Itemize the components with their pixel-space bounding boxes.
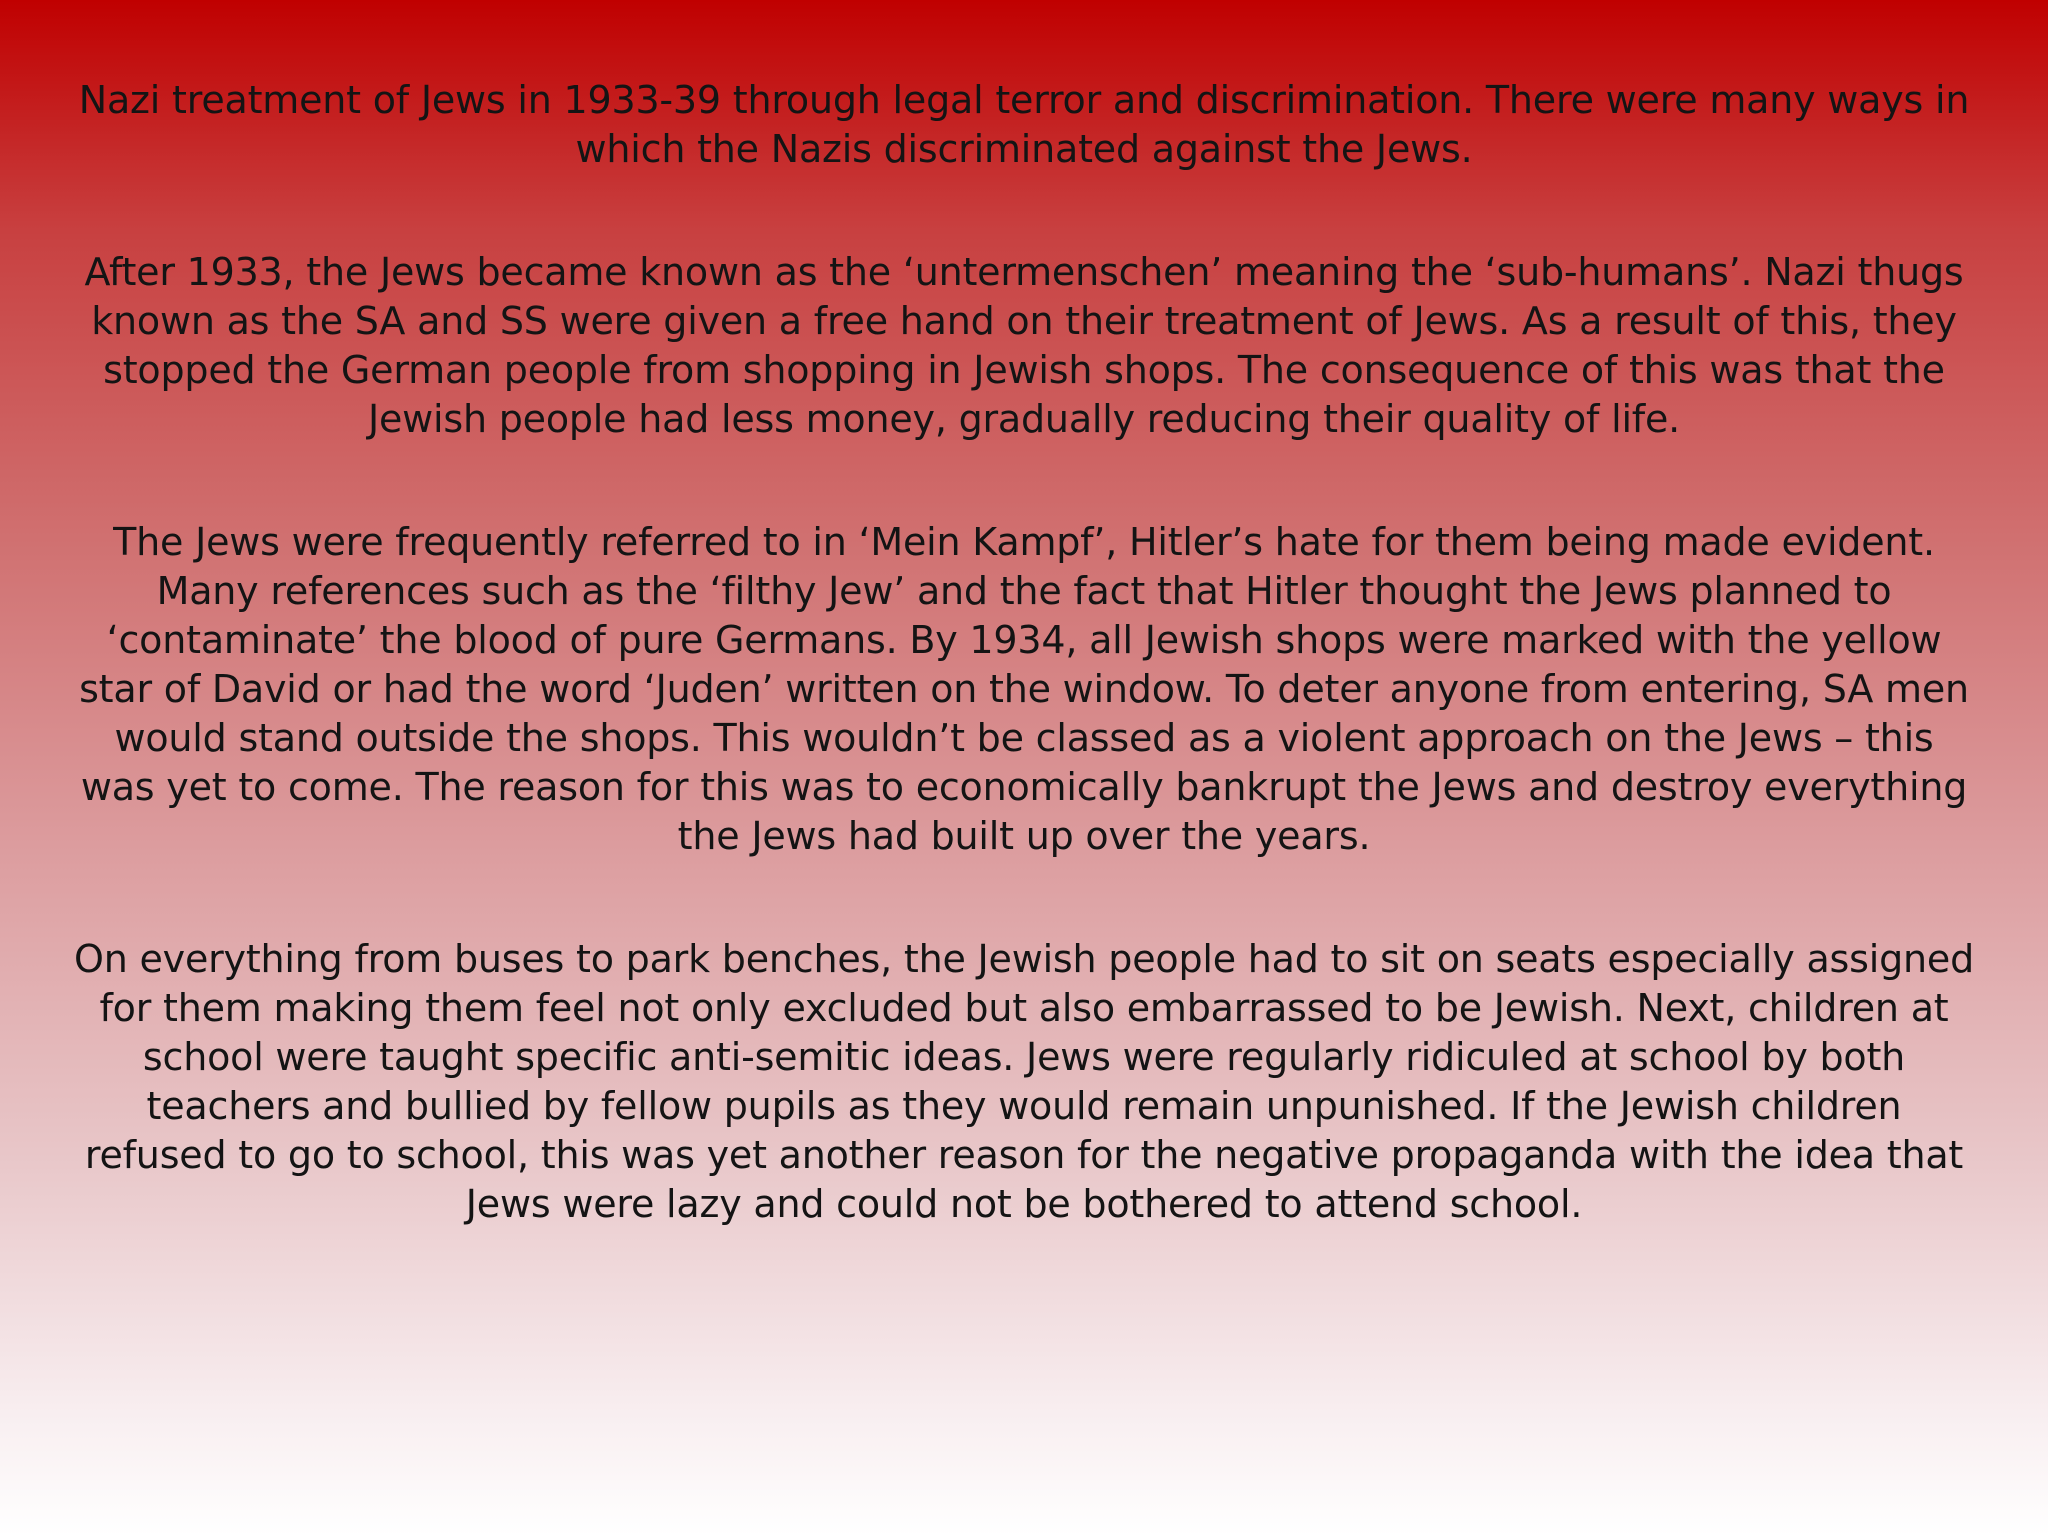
paragraph-mein-kampf: The Jews were frequently referred to in ‘Mein Kampf’, Hitler’s hate for them being made evident. Many references such as the ‘filthy Jew’ and the fact that Hitler thought the Jews planned to ‘contaminate’ the blood of pure Germans. By 1934, all Jewish shops were marked with the yellow star of David or had the word ‘Juden’ written on the window. To deter anyone from entering, SA men would stand outside the shops. This wouldn’t be classed as a violent approach on the Jews – this was yet to come. The reason for this was to economically bankrupt the Jews and destroy everything the Jews had built up over the years. [79, 520, 1969, 858]
paragraph-untermenschen: After 1933, the Jews became known as the ‘untermenschen’ meaning the ‘sub-humans’. Nazi thugs known as the SA and SS were given a free hand on their treatment of Jews. As a result of this, they stopped the German people from shopping in Jewish shops. The consequence of this was that the Jewish people had less money, gradually reducing their quality of life. [84, 250, 1964, 441]
paragraph-intro: Nazi treatment of Jews in 1933-39 through legal terror and discrimination. There were many ways in which the Nazis discriminated against the Jews. [78, 78, 1970, 171]
paragraph-segregation: On everything from buses to park benches, the Jewish people had to sit on seats especially assigned for them making them feel not only excluded but also embarrassed to be Jewish. Next, children at school were taught specific anti-semitic ideas. Jews were regularly ridiculed at school by both teachers and bullied by fellow pupils as they would remain unpunished. If the Jewish children refused to go to school, this was yet another reason for the negative propaganda with the idea that Jews were lazy and could not be bothered to attend school. [74, 937, 1974, 1226]
